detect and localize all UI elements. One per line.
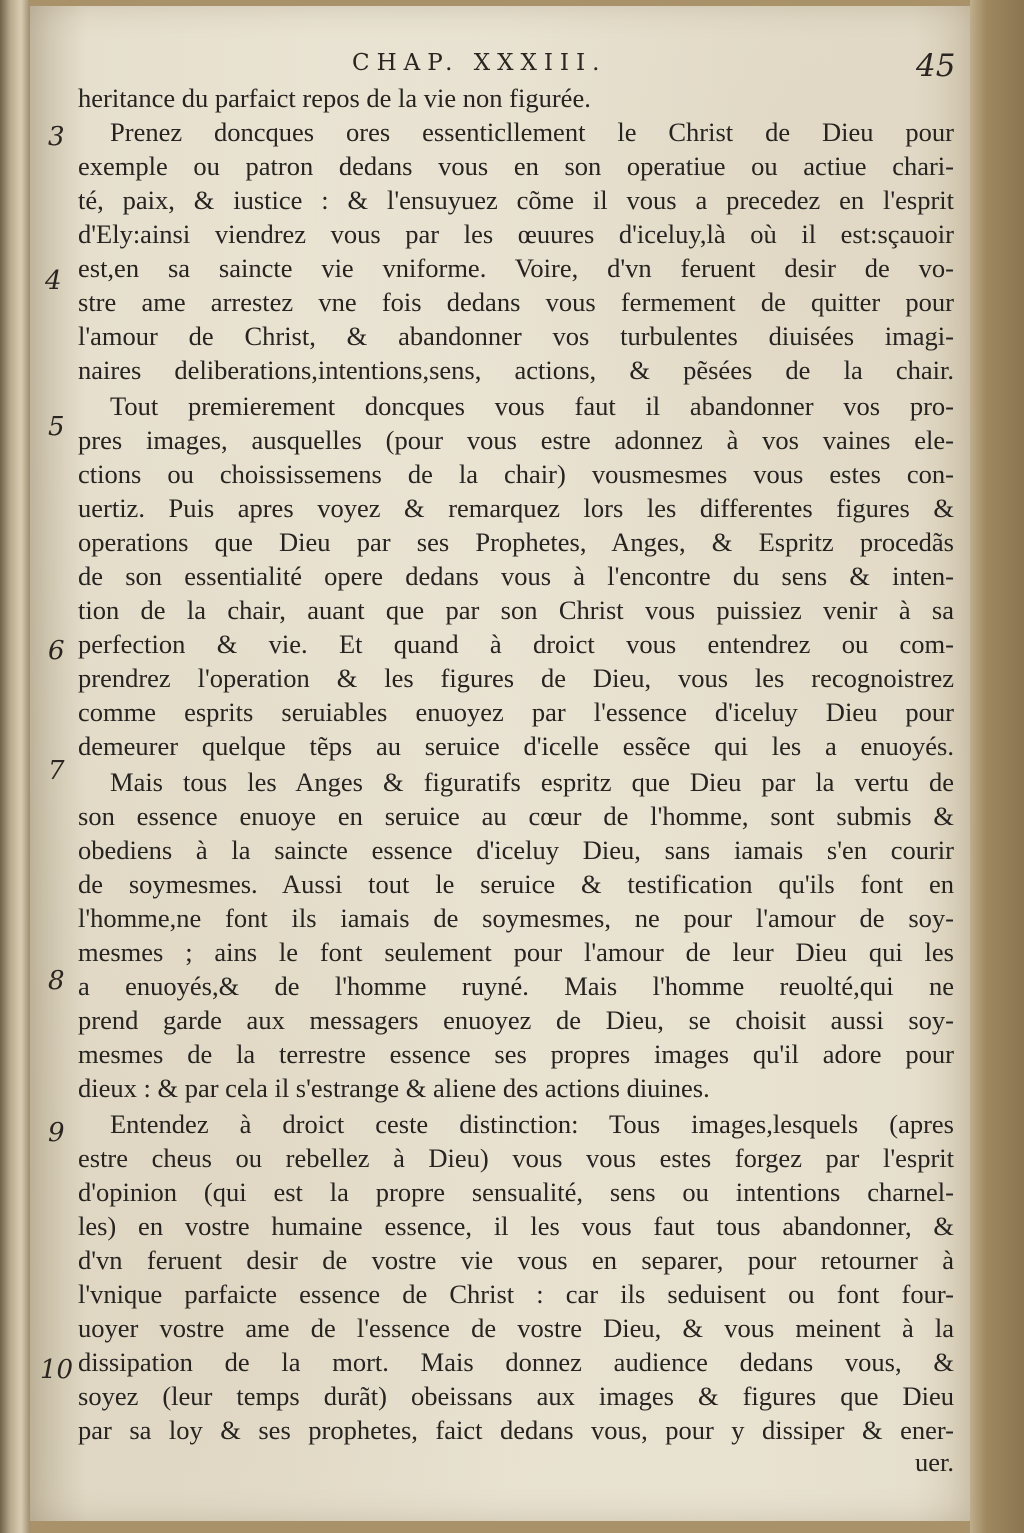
text-line: son essence enuoye en seruice au cœur de l'homme, sont submis & — [78, 801, 954, 831]
text-line: prend garde aux messagers enuoyez de Dieu, se choisit aussi soy- — [78, 1005, 954, 1035]
text-line: d'Ely:ainsi viendrez vous par les œuures d'iceluy,là où il est:sçauoir — [78, 219, 954, 249]
text-line: mesmes ; ains le font seulement pour l'amour de leur Dieu qui les — [78, 937, 954, 967]
margin-number: 4 — [45, 266, 62, 296]
text-line: dissipation de la mort. Mais donnez audience dedans vous, & — [78, 1347, 954, 1377]
facing-page-edge — [0, 0, 30, 1533]
text-line: tion de la chair, auant que par son Christ vous puissiez venir à sa — [78, 595, 954, 625]
running-head: CHAP. XXXIII. — [352, 50, 607, 76]
margin-number: 10 — [40, 1355, 74, 1385]
text-line: Mais tous les Anges & figuratifs espritz que Dieu par la vertu de — [110, 767, 954, 797]
text-line: mesmes de la terrestre essence ses propres images qu'il adore pour — [78, 1039, 954, 1069]
text-line: operations que Dieu par ses Prophetes, Anges, & Espritz procedãs — [78, 527, 954, 557]
text-line: obediens à la saincte essence d'iceluy Dieu, sans iamais s'en courir — [78, 835, 954, 865]
margin-number: 5 — [48, 412, 65, 442]
margin-number: 7 — [48, 756, 65, 786]
text-line: de soymesmes. Aussi tout le seruice & testification qu'ils font en — [78, 869, 954, 899]
margin-number: 6 — [48, 636, 65, 666]
text-line: uoyer vostre ame de l'essence de vostre Dieu, & vous meinent à la — [78, 1313, 954, 1343]
text-line: Prenez doncques ores essenticllement le Christ de Dieu pour — [110, 117, 954, 147]
text-line: les) en vostre humaine essence, il les vous faut tous abandonner, & — [78, 1211, 954, 1241]
text-line: d'opinion (qui est la propre sensualité, sens ou intentions charnel- — [78, 1177, 954, 1207]
margin-number: 3 — [48, 122, 65, 152]
text-line: uertiz. Puis apres voyez & remarquez lors les differentes figures & — [78, 493, 954, 523]
text-line: exemple ou patron dedans vous en son operatiue ou actiue chari- — [78, 151, 954, 181]
page-edge-shadow — [970, 0, 1024, 1533]
text-line: perfection & vie. Et quand à droict vous entendrez ou com- — [78, 629, 954, 659]
margin-number: 9 — [48, 1118, 65, 1148]
margin-number: 8 — [48, 966, 65, 996]
text-line: té, paix, & iustice : & l'ensuyuez cõme il vous a precedez en l'esprit — [78, 185, 954, 215]
text-line: de son essentialité opere dedans vous à l'encontre du sens & inten- — [78, 561, 954, 591]
page-number: 45 — [916, 48, 956, 84]
text-line: a enuoyés,& de l'homme ruyné. Mais l'homme reuolté,qui ne — [78, 971, 954, 1001]
text-line: Entendez à droict ceste distinction: Tous images,lesquels (apres — [110, 1109, 954, 1139]
catchword: uer. — [915, 1447, 954, 1477]
text-line: dieux : & par cela il s'estrange & aliene des actions diuines. — [78, 1073, 710, 1103]
text-line: demeurer quelque tẽps au seruice d'icelle essẽce qui les a enuoyés. — [78, 731, 954, 761]
text-line: l'vnique parfaicte essence de Christ : car ils seduisent ou font four- — [78, 1279, 954, 1309]
text-line: prendrez l'operation & les figures de Dieu, vous les recognoistrez — [78, 663, 954, 693]
text-line: estre cheus ou rebellez à Dieu) vous vous estes forgez par l'esprit — [78, 1143, 954, 1173]
text-line: ctions ou choississemens de la chair) vousmesmes vous estes con- — [78, 459, 954, 489]
text-line: est,en sa saincte vie vniforme. Voire, d'vn feruent desir de vo- — [78, 253, 954, 283]
text-line: par sa loy & ses prophetes, faict dedans vous, pour y dissiper & ener- — [78, 1415, 954, 1445]
text-line: pres images, ausquelles (pour vous estre adonnez à vos vaines ele- — [78, 425, 954, 455]
text-line: naires deliberations,intentions,sens, actions, & pẽsées de la chair. — [78, 355, 954, 385]
text-line: stre ame arrestez vne fois dedans vous fermement de quitter pour — [78, 287, 954, 317]
text-line: heritance du parfaict repos de la vie non figurée. — [78, 83, 591, 113]
text-line: d'vn feruent desir de vostre vie vous en separer, pour retourner à — [78, 1245, 954, 1275]
text-line: soyez (leur temps durãt) obeissans aux images & figures que Dieu — [78, 1381, 954, 1411]
text-line: l'amour de Christ, & abandonner vos turbulentes diuisées imagi- — [78, 321, 954, 351]
text-line: Tout premierement doncques vous faut il abandonner vos pro- — [110, 391, 954, 421]
text-line: l'homme,ne font ils iamais de soymesmes, ne pour l'amour de soy- — [78, 903, 954, 933]
text-line: comme esprits seruiables enuoyez par l'essence d'iceluy Dieu pour — [78, 697, 954, 727]
